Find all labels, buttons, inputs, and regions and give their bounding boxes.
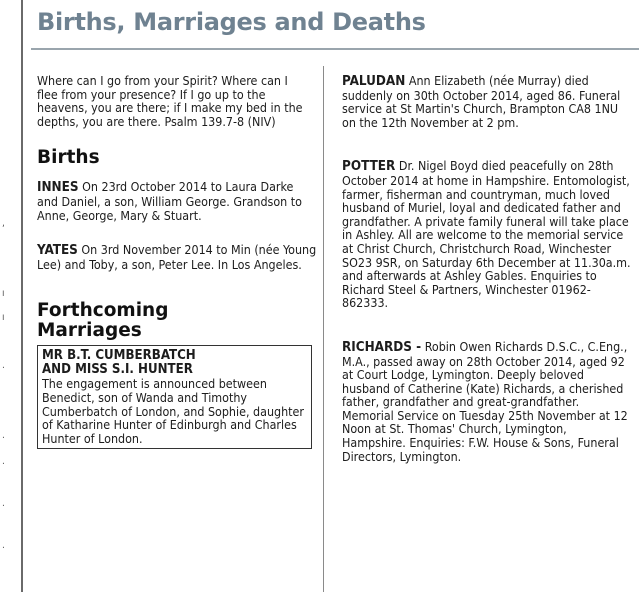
birth-notice — [37, 180, 317, 222]
marriages-title-line1: Forthcoming — [37, 300, 169, 322]
right-column — [342, 74, 634, 463]
birth-notice — [37, 243, 317, 271]
marriages-title — [37, 301, 317, 341]
death-notice — [342, 340, 634, 463]
margin-marks: , ı ı . . . . . — [2, 218, 5, 551]
death-text: Dr. Nigel Boyd died peacefully on 28th October 2014 at home in Hampshire. Entomologist, farmer, fisherman and countryman, much loved husband of Muriel, loyal and dedicated father and grandfather. A private family funeral will take place in Ashley. All are welcome to the memorial service at Christ Church, Christchurch Road, Winchester SO23 9SR, on Saturday 6th December at 11.30a.m. and afterwards at Ashley Gables. Enquiries to Richard Steel & Partners, Winchester 01962-862333. — [342, 158, 631, 311]
marriages-title-line2: Marriages — [37, 320, 142, 342]
left-column-rule — [21, 0, 23, 592]
death-surname: RICHARDS - — [342, 339, 422, 355]
death-notice — [342, 159, 634, 310]
death-text: Ann Elizabeth (née Murray) died suddenly on 30th October 2014, aged 86. Funeral service at St Martin's Church, Brampton CA8 1NU on the 12th November at 2 pm. — [342, 73, 621, 130]
death-notice — [342, 74, 634, 129]
birth-surname: INNES — [37, 180, 79, 196]
births-title: Births — [37, 147, 100, 169]
marriage-notice-text: The engagement is announced between Benedict, son of Wanda and Timothy Cumberbatch of London, and Sophie, daughter of Katharine Hunter of Edinburgh and Charles Hunter of London. — [42, 376, 304, 446]
marriage-notice-title-line2: AND MISS S.I. HUNTER — [42, 362, 193, 378]
marriage-notice-title-line1: MR B.T. CUMBERBATCH — [42, 348, 196, 364]
death-text: Robin Owen Richards D.S.C., C.Eng., M.A., passed away on 28th October 2014, aged 92 at Court Lodge, Lymington. Deeply beloved husband of Catherine (Kate) Richards, a cherished father, grandfather and great-grandfather. Memorial Service on Tuesday 25th November at 12 Noon at St. Thomas' Church, Lymington, Hampshire. Enquiries: F.W. House & Sons, Funeral Directors, Lymington. — [342, 338, 628, 464]
marriage-notice-box — [37, 345, 312, 449]
birth-text: On 3rd November 2014 to Min (née Young Lee) and Toby, a son, Peter Lee. In Los Angeles. — [37, 242, 317, 272]
left-column — [37, 74, 317, 449]
heading-rule — [31, 48, 639, 50]
birth-text: On 23rd October 2014 to Laura Darke and Daniel, a son, William George. Grandson to Anne, George, Mary & Stuart. — [37, 179, 302, 223]
column-divider — [323, 66, 324, 592]
page-heading: Births, Marriages and Deaths — [37, 8, 426, 36]
epigraph: Where can I go from your Spirit? Where can I flee from your presence? If I go up to the heavens, you are there; if I make my bed in the depths, you are there. Psalm 139.7-8 (NIV) — [37, 73, 303, 129]
death-surname: PALUDAN — [342, 74, 406, 89]
birth-surname: YATES — [37, 243, 78, 259]
death-surname: POTTER — [342, 159, 396, 175]
